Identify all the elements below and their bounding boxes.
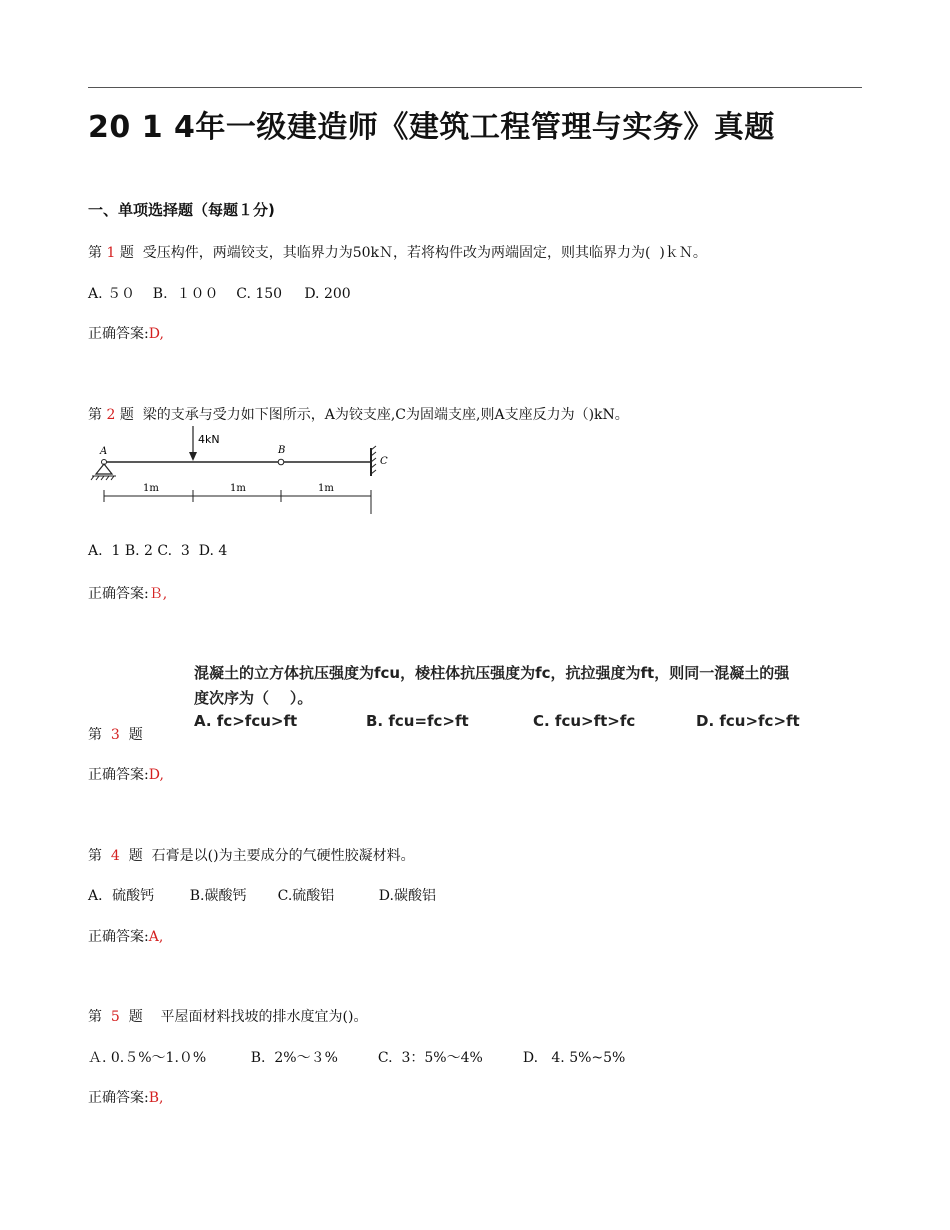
question-5-prefix: 第 bbox=[88, 1009, 111, 1025]
label-b: B bbox=[278, 445, 286, 456]
question-3-suffix: 题 bbox=[119, 727, 143, 743]
load-label: 4kN bbox=[198, 433, 220, 446]
question-2 bbox=[88, 404, 629, 424]
question-3-option-a: A. fc>fcu>ft bbox=[194, 712, 298, 730]
question-3-answer bbox=[88, 764, 164, 784]
answer-value: D, bbox=[148, 326, 164, 342]
label-c: C bbox=[380, 456, 388, 467]
answer-value: Ｂ, bbox=[148, 586, 168, 602]
question-2-suffix: 题 bbox=[115, 407, 143, 423]
question-4-answer bbox=[88, 926, 163, 946]
load-arrow-head bbox=[189, 452, 197, 461]
question-1 bbox=[88, 242, 707, 262]
question-5-number: 5 bbox=[110, 1009, 120, 1025]
section-heading: 一、单项选择题（每题１分) bbox=[88, 201, 275, 219]
header-rule bbox=[88, 87, 862, 88]
question-3-option-c: C. fcu>ft>fc bbox=[533, 712, 636, 730]
question-1-answer bbox=[88, 323, 164, 343]
question-5-options: Ａ. 0.５%～1.０% B. 2%～３% C. 3：5%～4% D. 4. 5%~5% bbox=[88, 1050, 626, 1066]
question-5-text: 平屋面材料找坡的排水度宜为()。 bbox=[160, 1009, 368, 1025]
question-3-option-b: B. fcu=fc>ft bbox=[366, 712, 469, 730]
answer-label: 正确答案: bbox=[88, 1090, 149, 1106]
answer-label: 正确答案: bbox=[88, 767, 149, 783]
question-3-prefix: 第 bbox=[88, 727, 111, 743]
question-2-answer bbox=[88, 583, 167, 603]
hinge-b bbox=[278, 459, 284, 465]
question-2-number: 2 bbox=[106, 407, 116, 423]
label-a: A bbox=[100, 446, 108, 457]
question-5-suffix: 题 bbox=[119, 1009, 161, 1025]
question-4-text: 石膏是以()为主要成分的气硬性胶凝材料。 bbox=[151, 848, 415, 864]
question-3 bbox=[88, 724, 143, 744]
question-2-prefix: 第 bbox=[88, 407, 107, 423]
question-4-number: 4 bbox=[110, 848, 120, 864]
question-5 bbox=[88, 1006, 367, 1026]
question-4-prefix: 第 bbox=[88, 848, 111, 864]
answer-value: D, bbox=[148, 767, 164, 783]
question-5-answer bbox=[88, 1087, 163, 1107]
answer-label: 正确答案: bbox=[88, 929, 149, 945]
question-3-image-line-2: 度次序为（ ）。 bbox=[194, 689, 313, 707]
question-4-options: A．硫酸钙 B.碳酸钙 C.硫酸铝 D.碳酸铝 bbox=[88, 888, 436, 904]
question-4-suffix: 题 bbox=[119, 848, 152, 864]
answer-label: 正确答案: bbox=[88, 586, 149, 602]
question-3-image bbox=[188, 654, 838, 744]
question-2-options: A. 1 B. 2 C. 3 D. 4 bbox=[88, 543, 228, 559]
question-1-number: 1 bbox=[106, 245, 116, 261]
span-3: 1m bbox=[318, 483, 334, 494]
answer-label: 正确答案: bbox=[88, 326, 149, 342]
page-title: 20 1 4年一级建造师《建筑工程管理与实务》真题 bbox=[88, 110, 775, 145]
support-a-icon bbox=[96, 464, 112, 474]
question-3-option-d: D. fcu>fc>ft bbox=[696, 712, 800, 730]
question-1-text: 受压构件，两端铰支，其临界力为50kＮ，若将构件改为两端固定，则其临界力为( )ｋＮ。 bbox=[142, 245, 707, 261]
answer-value: A, bbox=[148, 929, 164, 945]
question-2-text: 梁的支承与受力如下图所示，A为铰支座,C为固端支座,则A支座反力为（)kN。 bbox=[142, 407, 629, 423]
question-1-suffix: 题 bbox=[115, 245, 143, 261]
question-1-options: A. ５０ B. １００ C. 150 D. 200 bbox=[88, 286, 351, 302]
question-3-image-line-1: 混凝土的立方体抗压强度为fcu，棱柱体抗压强度为fc，抗拉强度为ft，则同一混凝土的强 bbox=[194, 664, 790, 682]
span-1: 1m bbox=[143, 483, 159, 494]
beam-diagram bbox=[88, 424, 398, 519]
span-2: 1m bbox=[230, 483, 246, 494]
question-1-prefix: 第 bbox=[88, 245, 107, 261]
question-4 bbox=[88, 845, 415, 865]
answer-value: B, bbox=[148, 1090, 164, 1106]
question-3-number: 3 bbox=[110, 727, 120, 743]
